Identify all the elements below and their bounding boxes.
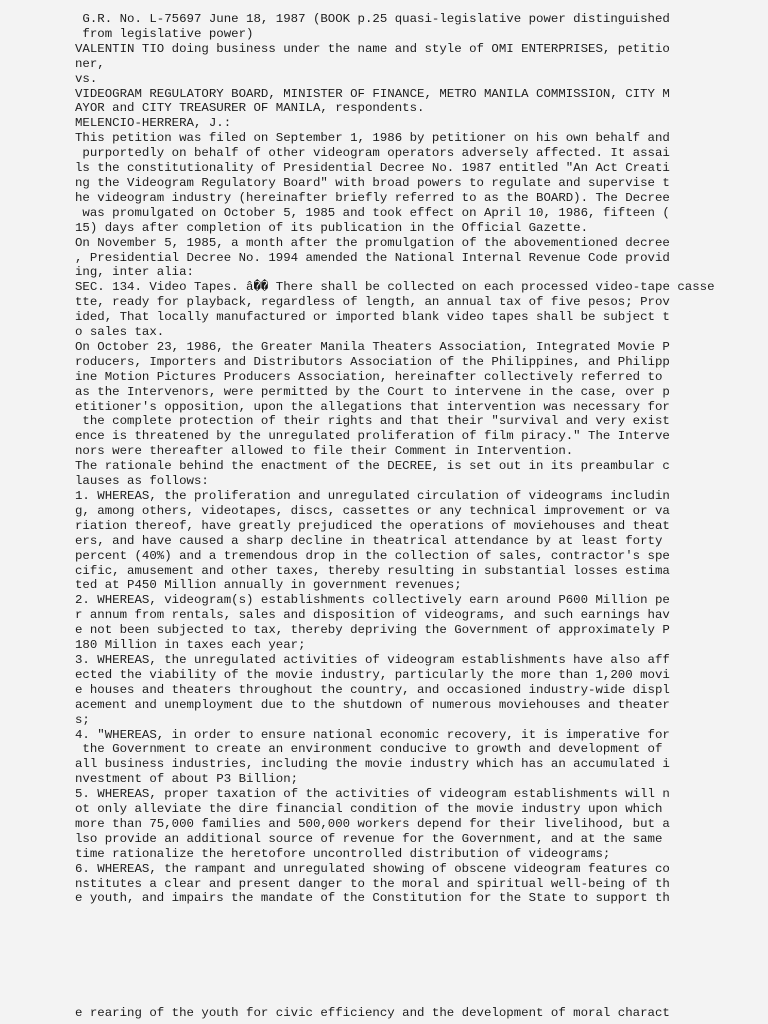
text-line: o sales tax. bbox=[75, 325, 165, 340]
document-body bbox=[75, 12, 765, 906]
text-line: the complete protection of their rights and that their "survival and very exist bbox=[75, 414, 670, 429]
text-line: as the Intervenors, were permitted by the Court to intervene in the case, over p bbox=[75, 384, 670, 399]
text-line: ence is threatened by the unregulated proliferation of film piracy." The Interve bbox=[75, 429, 670, 444]
text-line: vs. bbox=[75, 71, 98, 86]
text-line: 3. WHEREAS, the unregulated activities of videogram establishments have also aff bbox=[75, 652, 670, 667]
text-line: SEC. 134. Video Tapes. â�� There shall be collected on each processed video-tape casse bbox=[75, 280, 715, 295]
text-line: VALENTIN TIO doing business under the name and style of OMI ENTERPRISES, petitio bbox=[75, 41, 670, 56]
text-line: ing, inter alia: bbox=[75, 265, 194, 280]
text-line: AYOR and CITY TREASURER OF MANILA, respondents. bbox=[75, 101, 425, 116]
text-line: e not been subjected to tax, thereby depriving the Government of approximately P bbox=[75, 623, 670, 638]
text-line: lauses as follows: bbox=[75, 474, 209, 489]
text-line: from legislative power) bbox=[75, 26, 254, 41]
text-line: 2. WHEREAS, videogram(s) establishments collectively earn around P600 Million pe bbox=[75, 593, 670, 608]
text-line: r annum from rentals, sales and disposition of videograms, and such earnings hav bbox=[75, 608, 670, 623]
text-line: percent (40%) and a tremendous drop in the collection of sales, contractor's spe bbox=[75, 548, 670, 563]
text-line: tte, ready for playback, regardless of length, an annual tax of five pesos; Prov bbox=[75, 295, 670, 310]
text-line: This petition was filed on September 1, 1986 by petitioner on his own behalf and bbox=[75, 131, 670, 146]
text-line: s; bbox=[75, 712, 90, 727]
text-line: acement and unemployment due to the shutdown of numerous moviehouses and theater bbox=[75, 697, 670, 712]
text-line: 180 Million in taxes each year; bbox=[75, 638, 306, 653]
page-bottom-line: e rearing of the youth for civic efficiency and the development of moral charact bbox=[75, 1006, 670, 1020]
text-line: 6. WHEREAS, the rampant and unregulated showing of obscene videogram features co bbox=[75, 861, 670, 876]
text-line: was promulgated on October 5, 1985 and took effect on April 10, 1986, fifteen ( bbox=[75, 205, 670, 220]
text-line: purportedly on behalf of other videogram operators adversely affected. It assai bbox=[75, 146, 670, 161]
text-line: time rationalize the heretofore uncontrolled distribution of videograms; bbox=[75, 846, 611, 861]
text-line: ner, bbox=[75, 56, 105, 71]
text-line: the Government to create an environment conducive to growth and development of bbox=[75, 742, 663, 757]
text-line: he videogram industry (hereinafter briefly referred to as the BOARD). The Decree bbox=[75, 190, 670, 205]
text-line: e houses and theaters throughout the country, and occasioned industry-wide displ bbox=[75, 682, 670, 697]
text-line: 1. WHEREAS, the proliferation and unregulated circulation of videograms includin bbox=[75, 489, 670, 503]
text-line: e youth, and impairs the mandate of the Constitution for the State to support th bbox=[75, 891, 670, 906]
text-line: ine Motion Pictures Producers Association, hereinafter collectively referred to bbox=[75, 369, 663, 384]
text-line: nstitutes a clear and present danger to the moral and spiritual well-being of th bbox=[75, 876, 670, 891]
text-line: ected the viability of the movie industry, particularly the more than 1,200 movi bbox=[75, 667, 670, 682]
text-line: 5. WHEREAS, proper taxation of the activities of videogram establishments will n bbox=[75, 787, 670, 802]
text-line: etitioner's opposition, upon the allegations that intervention was necessary for bbox=[75, 399, 670, 414]
text-line: all business industries, including the movie industry which has an accumulated i bbox=[75, 757, 670, 772]
text-line: , Presidential Decree No. 1994 amended the National Internal Revenue Code provid bbox=[75, 250, 670, 265]
text-line: On November 5, 1985, a month after the promulgation of the abovementioned decree bbox=[75, 235, 670, 250]
text-line: 4. "WHEREAS, in order to ensure national economic recovery, it is imperative for bbox=[75, 727, 670, 742]
text-line: roducers, Importers and Distributors Association of the Philippines, and Philipp bbox=[75, 354, 670, 369]
text-line: lso provide an additional source of revenue for the Government, and at the same bbox=[75, 831, 663, 846]
text-line: more than 75,000 families and 500,000 workers depend for their livelihood, but a bbox=[75, 816, 670, 831]
text-line: ted at P450 Million annually in government revenues; bbox=[75, 578, 462, 593]
text-line: ot only alleviate the dire financial condition of the movie industry upon which bbox=[75, 802, 663, 817]
text-line: cific, amusement and other taxes, thereby resulting in substantial losses estima bbox=[75, 563, 670, 578]
text-line: MELENCIO-HERRERA, J.: bbox=[75, 116, 232, 131]
text-line: ers, and have caused a sharp decline in theatrical attendance by at least forty bbox=[75, 533, 663, 548]
text-line: The rationale behind the enactment of the DECREE, is set out in its preambular c bbox=[75, 459, 670, 474]
text-line: G.R. No. L-75697 June 18, 1987 (BOOK p.25 quasi-legislative power distinguished bbox=[75, 12, 670, 26]
text-line: g, among others, videotapes, discs, cassettes or any technical improvement or va bbox=[75, 503, 670, 518]
text-line: nors were thereafter allowed to file their Comment in Intervention. bbox=[75, 444, 574, 459]
text-line: On October 23, 1986, the Greater Manila Theaters Association, Integrated Movie P bbox=[75, 339, 670, 354]
text-line: 15) days after completion of its publication in the Official Gazette. bbox=[75, 220, 589, 235]
text-line: ided, That locally manufactured or imported blank video tapes shall be subject t bbox=[75, 310, 670, 325]
text-line: VIDEOGRAM REGULATORY BOARD, MINISTER OF FINANCE, METRO MANILA COMMISSION, CITY M bbox=[75, 86, 670, 101]
text-line: ng the Videogram Regulatory Board" with broad powers to regulate and supervise t bbox=[75, 175, 670, 190]
text-line: ls the constitutionality of Presidential Decree No. 1987 entitled "An Act Creati bbox=[75, 161, 670, 176]
text-line: riation thereof, have greatly prejudiced the operations of moviehouses and theat bbox=[75, 518, 670, 533]
text-line: nvestment of about P3 Billion; bbox=[75, 772, 299, 787]
